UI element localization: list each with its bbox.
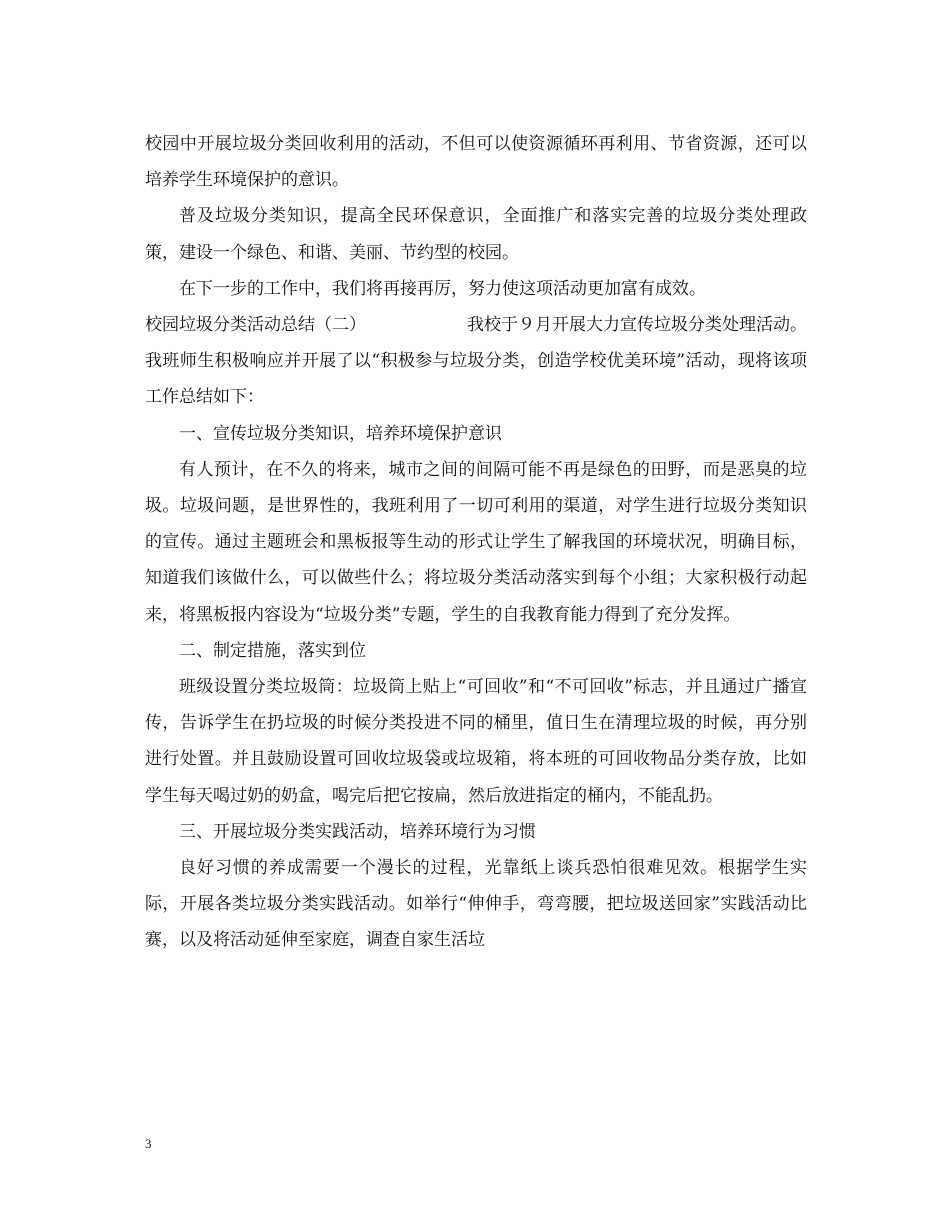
paragraph-intro: 校园中开展垃圾分类回收利用的活动，不但可以使资源循环再利用、节省资源，还可以培养学生环境保护的意识。 (145, 134, 807, 191)
paragraph-next-step: 在下一步的工作中，我们将再接再厉，努力使这项活动更加富有成效。 (179, 278, 706, 299)
heading-publicity: 一、宣传垃圾分类知识，培养环境保护意识 (179, 423, 502, 444)
heading-practice: 三、开展垃圾分类实践活动，培养环境行为习惯 (179, 821, 536, 842)
paragraph-measures: 班级设置分类垃圾筒：垃圾筒上贴上“可回收”和“不可回收”标志，并且通过广播宣传，告诉学生在扔垃圾的时候分类投进不同的桶里，值日生在清理垃圾的时候，再分别进行处置。并且鼓励设置可回收垃圾袋或垃圾箱，将本班的可回收物品分类存放，比如学生每天喝过奶的奶盒，喝完后把它按扁，然后放进指定的桶内，不能乱扔。 (145, 677, 807, 806)
section-intro-first: 我校于９月开展大力宣传垃圾分类处理活动。 (467, 315, 807, 336)
paragraph-publicity: 有人预计，在不久的将来，城市之间的间隔可能不再是绿色的田野，而是恶臭的垃圾。垃圾问题，是世界性的，我班利用了一切可利用的渠道，对学生进行垃圾分类知识的宣传。通过主题班会和黑板报等生动的形式让学生了解我国的环境状况，明确目标，知道我们该做什么，可以做些什么；将垃圾分类活动落实到每个小组；大家积极行动起来，将黑板报内容设为“垃圾分类”专题，学生的自我教育能力得到了充分发挥。 (145, 459, 807, 625)
section-title: 校园垃圾分类活动总结（二） (145, 315, 366, 336)
heading-measures: 二、制定措施，落实到位 (179, 640, 366, 661)
section-title-line (145, 307, 807, 343)
document-body (145, 126, 807, 959)
page-number: 3 (145, 1136, 152, 1151)
paragraph-practice: 良好习惯的养成需要一个漫长的过程，光靠纸上谈兵恐怕很难见效。根据学生实际，开展各类垃圾分类实践活动。如举行“伸伸手，弯弯腰，把垃圾送回家”实践活动比赛，以及将活动延伸至家庭，调查自家生活垃 (145, 858, 807, 951)
paragraph-goal: 普及垃圾分类知识，提高全民环保意识，全面推广和落实完善的垃圾分类处理政策，建设一个绿色、和谐、美丽、节约型的校园。 (145, 206, 807, 263)
section-intro: 我班师生积极响应并开展了以“积极参与垃圾分类，创造学校优美环境”活动，现将该项工作总结如下： (145, 351, 807, 408)
